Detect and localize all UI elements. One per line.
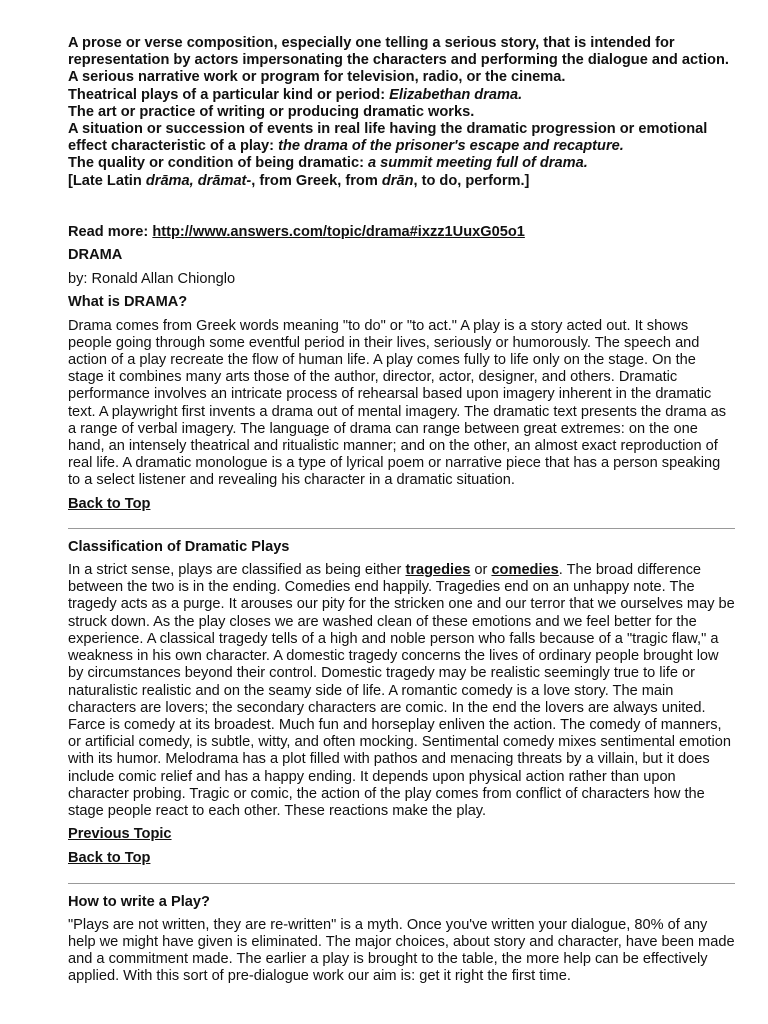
section-body-what-is-drama: Drama comes from Greek words meaning "to do" or "to act." A play is a story acted out. It shows people going through some eventful period in their lives, seriously or humorously. The speech and action of a play recreate the flow of human life. A play comes fully to life only on the stage. On the stage it combines many arts those of the author, director, actor, designer, and others. Dramatic performance involves an intricate process of rehearsal based upon imagery inherent in the dramatic text. A playwright first invents a drama out of mental imagery. The dramatic text presents the drama as a range of verbal imagery. The language of drama can range between great extremes: on the one hand, an intensely theatrical and ritualistic manner; and on the other, an almost exact reproduction of real life. A dramatic monologue is a type of lyrical poem or narrative piece that has a person speaking to a select listener and revealing his character in a dramatic situation. [68, 317, 727, 489]
definition-5: A situation or succession of events in real life having the dramatic progression or emotional effect characteristic of a play: the drama of the prisoner's escape and recapture. [68, 121, 708, 155]
definition-6: The quality or condition of being dramatic: a summit meeting full of drama. [68, 155, 588, 172]
etymology: [Late Latin drāma, drāmat-, from Greek, from drān, to do, perform.] [68, 172, 530, 189]
definition-1: A prose or verse composition, especially one telling a serious story, that is intended for representation by actors impersonating the characters and performing the dialogue and action. [68, 35, 729, 69]
article-title: DRAMA [68, 247, 123, 264]
section-heading-how-to-write: How to write a Play? [68, 893, 210, 910]
tragedies-link[interactable]: tragedies [405, 562, 471, 579]
definition-2: A serious narrative work or program for television, radio, or the cinema. [68, 69, 566, 86]
spacer [68, 190, 735, 224]
section-divider [68, 883, 735, 884]
definition-3-example: Elizabethan drama. [389, 86, 523, 103]
back-to-top-link[interactable]: Back to Top [68, 495, 151, 512]
definition-6-example: a summit meeting full of drama. [368, 155, 588, 172]
definition-4: The art or practice of writing or producing dramatic works. [68, 103, 475, 120]
previous-topic-link[interactable]: Previous Topic [68, 826, 172, 843]
article-byline: by: Ronald Allan Chionglo [68, 271, 236, 288]
read-more: Read more: http://www.answers.com/topic/drama#ixzz1UuxG05o1 [68, 223, 525, 240]
section-heading-what-is-drama: What is DRAMA? [68, 294, 188, 311]
section-heading-classification: Classification of Dramatic Plays [68, 538, 290, 555]
section-body-how-to-write: "Plays are not written, they are re-written" is a myth. Once you've written your dialogue, 80% of any help we might have given is eliminated. The major choices, about story and character, have been made and a commitment made. The earlier a play is brought to the table, the more help can be effectively applied. With this sort of pre-dialogue work our aim is: get it right the first time. [68, 916, 735, 985]
read-more-link[interactable]: http://www.answers.com/topic/drama#ixzz1UuxG05o1 [152, 223, 525, 240]
definition-5-example: the drama of the prisoner's escape and recapture. [278, 138, 624, 155]
dictionary-definitions [68, 35, 735, 190]
back-to-top-link[interactable]: Back to Top [68, 850, 151, 867]
section-body-classification: In a strict sense, plays are classified as being either tragedies or comedies. The broad difference between the two is in the ending. Comedies end happily. Tragedies end on an unhappy note. The tragedy acts as a purge. It arouses our pity for the stricken one and our terror that we ourselves may be struck down. As the play closes we are washed clean of these emotions and we feel better for the experience. A classical tragedy tells of a high and noble person who falls because of a "tragic flaw," a weakness in his own character. A domestic tragedy concerns the lives of ordinary people brought low by circumstances beyond their control. Domestic tragedy may be realistic seemingly true to life or naturalistic realistic and on the seamy side of life. A romantic comedy is a love story. The main characters are lovers; the secondary characters are comic. In the end the lovers are always united. Farce is comedy at its broadest. Much fun and horseplay enliven the action. The comedy of manners, or artificial comedy, is subtle, witty, and often mocking. Sentimental comedy mixes sentimental emotion with its humor. Melodrama has a plot filled with pathos and menacing threats by a villain, but it does include comic relief and has a happy ending. It depends upon physical action rather than upon character probing. Tragic or comic, the action of the play comes from conflict of characters how the stage people react to each other. These reactions make the play. [68, 562, 735, 819]
section-divider [68, 528, 735, 529]
comedies-link[interactable]: comedies [491, 562, 559, 579]
definition-3: Theatrical plays of a particular kind or period: Elizabethan drama. [68, 86, 523, 103]
